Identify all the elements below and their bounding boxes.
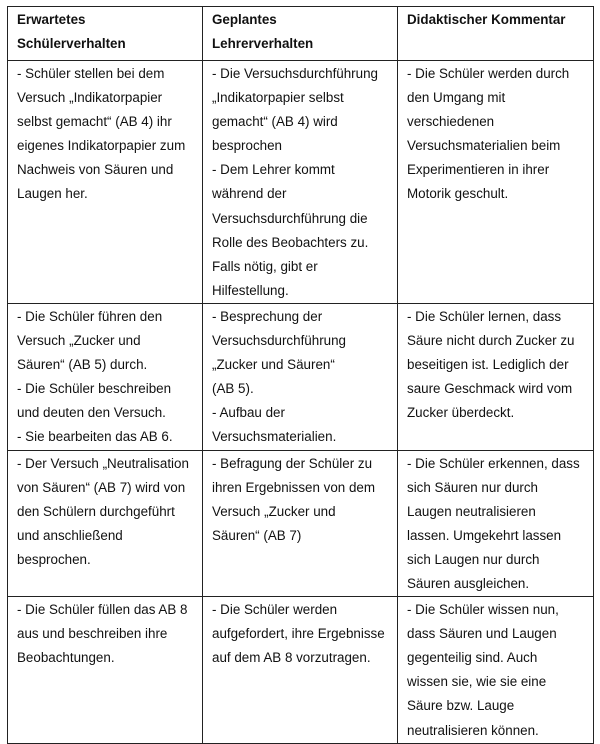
cell-line: dass Säuren und Laugen (407, 626, 557, 642)
cell-line: Laugen her. (17, 186, 88, 202)
cell-line: sich Laugen nur durch (407, 551, 540, 567)
cell-didactic-comment (398, 61, 594, 304)
cell-didactic-comment (398, 450, 594, 597)
cell-line: Falls nötig, gibt er (212, 258, 318, 274)
cell-line: den Umgang mit (407, 90, 506, 106)
cell-line: - Die Schüler führen den (17, 308, 163, 324)
cell-line: - Die Schüler füllen das AB 8 (17, 602, 188, 618)
header-planned-teacher-behavior (203, 7, 398, 61)
cell-didactic-comment (398, 303, 594, 450)
table-row (8, 450, 594, 597)
cell-line: Zucker überdeckt. (407, 405, 515, 421)
cell-line: Säuren“ (AB 5) durch. (17, 357, 148, 373)
cell-student-behavior (8, 303, 203, 450)
cell-line: und anschließend (17, 527, 123, 543)
table-row (8, 597, 594, 744)
cell-line: Experimentieren in ihrer (407, 162, 550, 178)
cell-teacher-behavior (203, 303, 398, 450)
cell-line: Säure nicht durch Zucker zu (407, 333, 575, 349)
cell-line: - Besprechung der (212, 308, 323, 324)
cell-didactic-comment (398, 597, 594, 744)
cell-line: Versuchsdurchführung (212, 333, 346, 349)
cell-line: aus und beschreiben ihre (17, 626, 168, 642)
cell-line: Versuchsmaterialien. (212, 429, 337, 445)
cell-student-behavior (8, 61, 203, 304)
cell-line: von Säuren“ (AB 7) wird von (17, 479, 186, 495)
cell-line: besprochen. (17, 551, 91, 567)
cell-line: Rolle des Beobachters zu. (212, 234, 369, 250)
cell-teacher-behavior (203, 597, 398, 744)
cell-line: - Sie bearbeiten das AB 6. (17, 429, 173, 445)
cell-student-behavior (8, 597, 203, 744)
cell-teacher-behavior (203, 450, 398, 597)
cell-line: - Die Schüler lernen, dass (407, 308, 562, 324)
cell-line: - Befragung der Schüler zu (212, 455, 373, 471)
cell-line: selbst gemacht“ (AB 4) ihr (17, 114, 172, 130)
cell-line: Versuchsdurchführung die (212, 210, 368, 226)
cell-line: lassen. Umgekehrt lassen (407, 527, 562, 543)
cell-line: Versuch „Indikatorpapier (17, 90, 163, 106)
cell-line: Beobachtungen. (17, 650, 115, 666)
header-expected-student-behavior (8, 7, 203, 61)
lesson-plan-table-container (7, 6, 593, 744)
cell-line: - Die Schüler werden durch (407, 66, 570, 81)
cell-line: - Die Schüler wissen nun, (407, 602, 559, 618)
cell-line: ihren Ergebnissen von dem (212, 479, 376, 495)
cell-line: wissen sie, wie sie eine (407, 674, 547, 690)
cell-line: neutralisieren können. (407, 722, 539, 738)
cell-line: während der (212, 186, 287, 202)
cell-line: - Aufbau der (212, 405, 285, 421)
header-line: Geplantes (212, 12, 277, 27)
cell-line: verschiedenen (407, 114, 495, 130)
cell-line: - Dem Lehrer kommt (212, 162, 335, 178)
cell-line: Versuchsmaterialien beim (407, 138, 561, 154)
cell-line: Motorik geschult. (407, 186, 509, 202)
cell-line: Hilfestellung. (212, 282, 289, 298)
cell-line: Versuch „Zucker und (212, 503, 336, 519)
lesson-plan-table (7, 6, 594, 744)
cell-teacher-behavior (203, 61, 398, 304)
cell-line: - Die Schüler werden (212, 602, 338, 618)
cell-line: Säure bzw. Lauge (407, 698, 515, 714)
cell-line: Laugen neutralisieren (407, 503, 536, 519)
cell-line: gegenteilig sind. Auch (407, 650, 538, 666)
cell-line: gemacht“ (AB 4) wird (212, 114, 338, 130)
table-row (8, 303, 594, 450)
cell-line: (AB 5). (212, 381, 254, 397)
cell-line: „Zucker und Säuren“ (212, 357, 335, 373)
cell-line: - Die Schüler beschreiben (17, 381, 172, 397)
cell-line: saure Geschmack wird vom (407, 381, 573, 397)
table-row (8, 61, 594, 304)
header-line: Schülerverhalten (17, 36, 126, 52)
cell-line: - Die Schüler erkennen, dass (407, 455, 580, 471)
cell-line: Säuren ausgleichen. (407, 575, 530, 591)
cell-line: besprochen (212, 138, 282, 154)
cell-line: beseitigen ist. Lediglich der (407, 357, 569, 373)
header-line: Didaktischer Kommentar (407, 12, 566, 27)
cell-line: „Indikatorpapier selbst (212, 90, 344, 106)
cell-line: - Die Versuchsdurchführung (212, 66, 378, 81)
header-line: Lehrerverhalten (212, 36, 314, 52)
cell-line: Nachweis von Säuren und (17, 162, 174, 178)
cell-line: - Schüler stellen bei dem (17, 66, 165, 81)
cell-line: Versuch „Zucker und (17, 333, 141, 349)
cell-line: sich Säuren nur durch (407, 479, 539, 495)
cell-line: eigenes Indikatorpapier zum (17, 138, 186, 154)
cell-line: aufgefordert, ihre Ergebnisse (212, 626, 385, 642)
header-didactic-comment (398, 7, 594, 61)
cell-student-behavior (8, 450, 203, 597)
cell-line: - Der Versuch „Neutralisation (17, 455, 189, 471)
cell-line: und deuten den Versuch. (17, 405, 166, 421)
cell-line: auf dem AB 8 vorzutragen. (212, 650, 371, 666)
header-line: Erwartetes (17, 12, 86, 27)
cell-line: den Schülern durchgeführt (17, 503, 175, 519)
cell-line: Säuren“ (AB 7) (212, 527, 302, 543)
table-header-row (8, 7, 594, 61)
